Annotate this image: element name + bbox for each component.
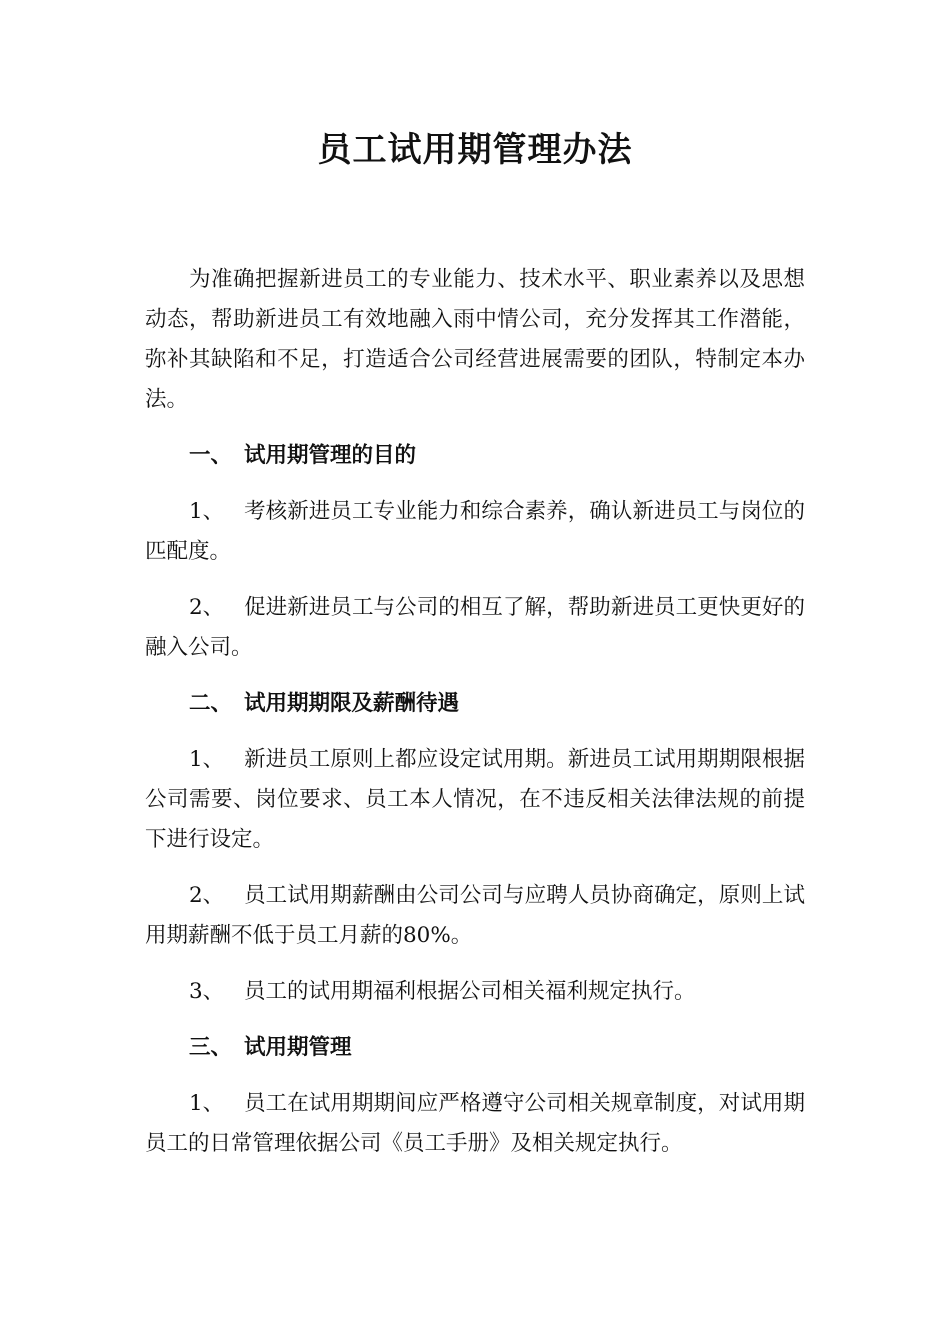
- section-title: 试用期管理的目的: [244, 443, 417, 468]
- section-heading-1: [145, 436, 805, 476]
- item-text: 员工在试用期期间应严格遵守公司相关规章制度，对试用期员工的日常管理依据公司《员工手册》及相关规定执行。: [145, 1091, 805, 1156]
- list-item: [145, 876, 805, 956]
- list-item: [145, 492, 805, 572]
- item-text: 员工试用期薪酬由公司公司与应聘人员协商确定，原则上试用期薪酬不低于员工月薪的80%。: [145, 883, 805, 948]
- item-number: 1、: [189, 1091, 225, 1116]
- section-number: 一、: [189, 443, 233, 468]
- item-number: 2、: [189, 883, 225, 908]
- intro-paragraph: 为准确把握新进员工的专业能力、技术水平、职业素养以及思想动态，帮助新进员工有效地融入雨中情公司，充分发挥其工作潜能，弥补其缺陷和不足，打造适合公司经营进展需要的团队，特制定本办法。: [145, 267, 805, 412]
- item-text: 促进新进员工与公司的相互了解，帮助新进员工更快更好的融入公司。: [145, 595, 805, 660]
- list-item: [145, 588, 805, 668]
- item-text: 员工的试用期福利根据公司相关福利规定执行。: [244, 979, 696, 1004]
- section-heading-2: [145, 684, 805, 724]
- list-item: [145, 972, 805, 1012]
- document-body: [145, 260, 805, 1180]
- list-item: [145, 1084, 805, 1164]
- document-title: 员工试用期管理办法: [317, 130, 633, 170]
- item-text: 考核新进员工专业能力和综合素养，确认新进员工与岗位的匹配度。: [145, 499, 805, 564]
- item-number: 2、: [189, 595, 225, 620]
- section-number: 三、: [189, 1035, 233, 1060]
- list-item: [145, 740, 805, 860]
- section-heading-3: [145, 1028, 805, 1068]
- item-number: 1、: [189, 747, 225, 772]
- section-number: 二、: [189, 691, 233, 716]
- item-number: 3、: [189, 979, 225, 1004]
- item-number: 1、: [189, 499, 225, 524]
- item-text: 新进员工原则上都应设定试用期。新进员工试用期期限根据公司需要、岗位要求、员工本人情况，在不违反相关法律法规的前提下进行设定。: [145, 747, 805, 852]
- section-title: 试用期期限及薪酬待遇: [244, 691, 460, 716]
- section-title: 试用期管理: [244, 1035, 352, 1060]
